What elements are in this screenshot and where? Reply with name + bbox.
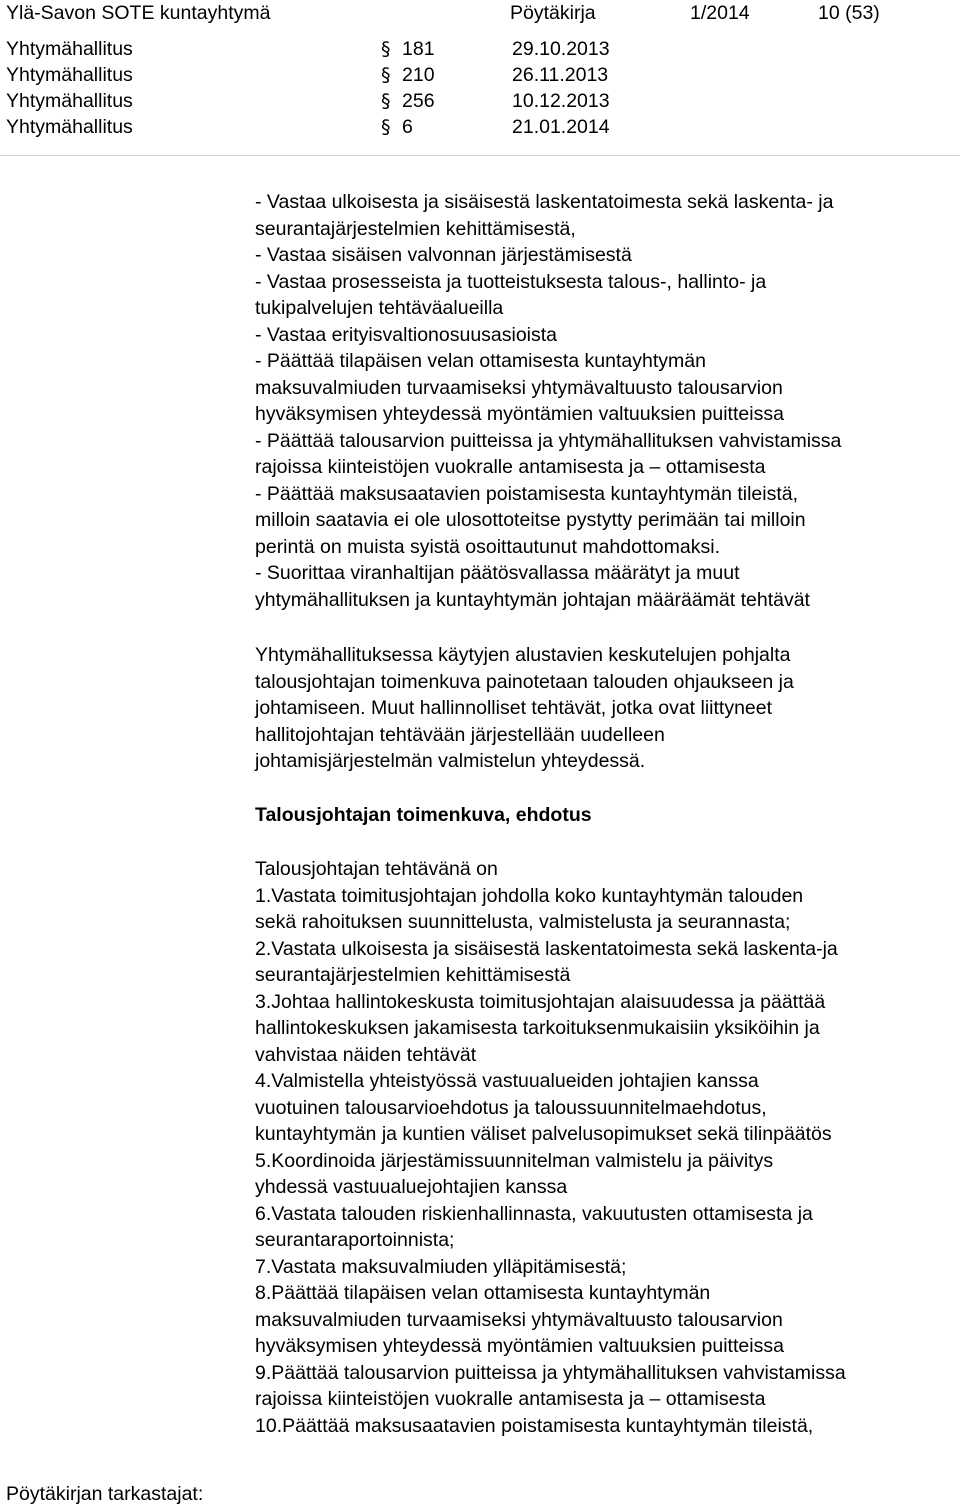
body-line: tukipalvelujen tehtäväalueilla bbox=[255, 297, 504, 319]
proposal-line: 10.Päättää maksusaatavien poistamisesta kuntayhtymän tileistä, bbox=[255, 1414, 814, 1437]
proposal-line: kuntayhtymän ja kuntien väliset palvelusopimukset sekä tilinpäätös bbox=[255, 1123, 832, 1145]
meta-date: 26.11.2013 bbox=[512, 64, 609, 86]
document-number: 1/2014 bbox=[690, 2, 750, 24]
body-line: hyväksymisen yhteydessä myöntämien valtuuksien puitteissa bbox=[255, 403, 784, 425]
proposal-line: sekä rahoituksen suunnittelusta, valmistelusta ja seurannasta; bbox=[255, 911, 791, 933]
proposal-line: rajoissa kiinteistöjen vuokralle antamisesta ja – ottamisesta bbox=[255, 1388, 766, 1410]
section-icon: § bbox=[381, 116, 391, 138]
proposal-line: vahvistaa näiden tehtävät bbox=[255, 1043, 477, 1066]
summary-line: johtamiseen. Muut hallinnolliset tehtävät, jotka ovat liittyneet bbox=[255, 697, 773, 719]
meta-date: 10.12.2013 bbox=[512, 90, 610, 112]
proposal-line: seurantaraportoinnista; bbox=[255, 1229, 455, 1251]
proposal-line: 8.Päättää tilapäisen velan ottamisesta kuntayhtymän bbox=[255, 1282, 711, 1304]
meta-section: 6 bbox=[402, 116, 413, 138]
meta-body: Yhtymähallitus bbox=[6, 116, 133, 138]
body-line: milloin saatavia ei ole ulosottoteitse pystytty perimään tai milloin bbox=[255, 509, 806, 531]
reviewers-label: Pöytäkirjan tarkastajat: bbox=[6, 1483, 204, 1505]
body-line: - Vastaa sisäisen valvonnan järjestämisestä bbox=[255, 244, 632, 266]
proposal-line: 6.Vastata talouden riskienhallinnasta, vakuutusten ottamisesta ja bbox=[255, 1202, 813, 1225]
body-line: yhtymähallituksen ja kuntayhtymän johtajan määräämät tehtävät bbox=[255, 588, 810, 611]
proposal-line: Talousjohtajan tehtävänä on bbox=[255, 858, 498, 880]
summary-line: hallitojohtajan tehtävään järjestellään uudelleen bbox=[255, 723, 665, 746]
body-line: - Päättää talousarvion puitteissa ja yhtymähallituksen vahvistamissa bbox=[255, 429, 842, 452]
proposal-line: yhdessä vastuualuejohtajien kanssa bbox=[255, 1176, 568, 1198]
proposal-line: 1.Vastata toimitusjohtajan johdolla koko kuntayhtymän talouden bbox=[255, 884, 804, 907]
meta-date: 21.01.2014 bbox=[512, 116, 610, 138]
proposal-line: 4.Valmistella yhteistyössä vastuualueiden johtajien kanssa bbox=[255, 1070, 759, 1092]
proposal-line: seurantajärjestelmien kehittämisestä bbox=[255, 964, 571, 986]
body-line: - Vastaa erityisvaltionosuusasioista bbox=[255, 323, 558, 346]
body-line: seurantajärjestelmien kehittämisestä, bbox=[255, 217, 576, 240]
proposal-line: hyväksymisen yhteydessä myöntämien valtuuksien puitteissa bbox=[255, 1335, 784, 1357]
proposal-line: 9.Päättää talousarvion puitteissa ja yhtymähallituksen vahvistamissa bbox=[255, 1361, 846, 1384]
meta-section: 256 bbox=[402, 90, 435, 112]
proposal-line: 2.Vastata ulkoisesta ja sisäisestä laskentatoimesta sekä laskenta-ja bbox=[255, 937, 838, 960]
body-line: - Suorittaa viranhaltijan päätösvallassa määrätyt ja muut bbox=[255, 562, 740, 584]
body-line: perintä on muista syistä osoittautunut mahdottomaksi. bbox=[255, 535, 720, 558]
body-line: maksuvalmiuden turvaamiseksi yhtymävaltuusto talousarvion bbox=[255, 376, 783, 399]
meta-section: 210 bbox=[402, 64, 435, 86]
summary-line: johtamisjärjestelmän valmistelun yhteydessä. bbox=[255, 750, 646, 772]
proposal-line: 3.Johtaa hallintokeskusta toimitusjohtajan alaisuudessa ja päättää bbox=[255, 990, 826, 1013]
section-icon: § bbox=[381, 38, 391, 60]
page-number: 10 (53) bbox=[818, 2, 880, 24]
summary-line: talousjohtajan toimenkuva painotetaan talouden ohjaukseen ja bbox=[255, 670, 794, 693]
organization-name: Ylä-Savon SOTE kuntayhtymä bbox=[6, 2, 271, 24]
body-line: - Päättää maksusaatavien poistamisesta kuntayhtymän tileistä, bbox=[255, 482, 799, 505]
proposal-line: 7.Vastata maksuvalmiuden ylläpitämisestä; bbox=[255, 1255, 627, 1278]
proposal-line: vuotuinen talousarvioehdotus ja taloussuunnitelmaehdotus, bbox=[255, 1096, 767, 1119]
body-line: - Vastaa prosesseista ja tuotteistuksesta talous-, hallinto- ja bbox=[255, 270, 767, 293]
summary-line: Yhtymähallituksessa käytyjen alustavien keskutelujen pohjalta bbox=[255, 644, 791, 666]
document-type: Pöytäkirja bbox=[510, 2, 596, 24]
meta-body: Yhtymähallitus bbox=[6, 38, 133, 60]
meta-body: Yhtymähallitus bbox=[6, 64, 133, 86]
header-divider bbox=[0, 155, 960, 156]
proposal-heading: Talousjohtajan toimenkuva, ehdotus bbox=[255, 804, 592, 826]
meta-body: Yhtymähallitus bbox=[6, 90, 133, 112]
proposal-line: hallintokeskuksen jakamisesta tarkoituksenmukaisiin yksiköihin ja bbox=[255, 1017, 820, 1039]
meta-date: 29.10.2013 bbox=[512, 38, 610, 60]
meta-section: 181 bbox=[402, 38, 435, 60]
proposal-line: maksuvalmiuden turvaamiseksi yhtymävaltuusto talousarvion bbox=[255, 1308, 783, 1331]
section-icon: § bbox=[381, 90, 391, 112]
body-line: rajoissa kiinteistöjen vuokralle antamisesta ja – ottamisesta bbox=[255, 456, 766, 478]
body-line: - Vastaa ulkoisesta ja sisäisestä laskentatoimesta sekä laskenta- ja bbox=[255, 191, 834, 213]
section-icon: § bbox=[381, 64, 391, 86]
body-line: - Päättää tilapäisen velan ottamisesta kuntayhtymän bbox=[255, 350, 706, 372]
proposal-line: 5.Koordinoida järjestämissuunnitelman valmistelu ja päivitys bbox=[255, 1149, 774, 1172]
